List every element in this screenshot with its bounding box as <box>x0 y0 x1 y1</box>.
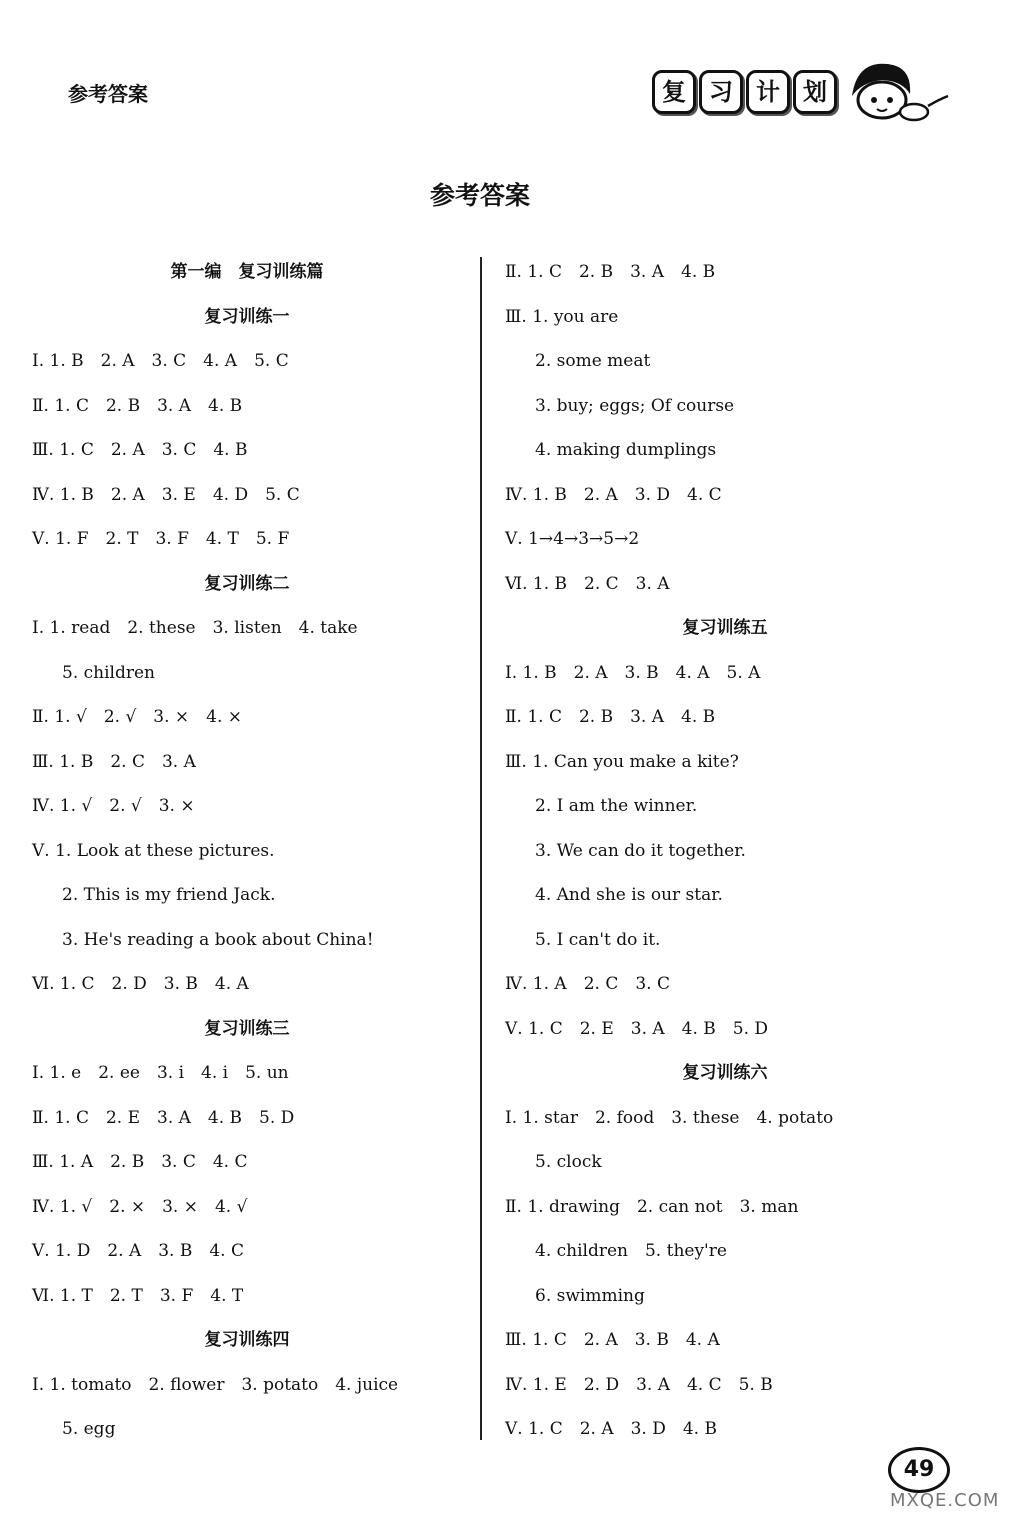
answer-line: 3. We can do it together. <box>535 840 746 861</box>
answer-line: Ⅵ. 1. T 2. T 3. F 4. T <box>32 1285 244 1306</box>
answer-line: Ⅱ. 1. drawing 2. can not 3. man <box>505 1196 799 1217</box>
answer-line: Ⅵ. 1. B 2. C 3. A <box>505 573 670 594</box>
answer-line: Ⅴ. 1. Look at these pictures. <box>32 840 275 861</box>
answer-line: 2. some meat <box>535 351 651 371</box>
answer-line: Ⅱ. 1. C 2. B 3. A 4. B <box>505 707 716 727</box>
answer-line: Ⅳ. 1. A 2. C 3. C <box>505 974 670 994</box>
answer-line: Ⅳ. 1. B 2. A 3. E 4. D 5. C <box>32 484 300 505</box>
answer-line: Ⅰ. 1. tomato 2. flower 3. potato 4. juice <box>32 1374 399 1395</box>
girl-mascot-icon <box>842 56 952 126</box>
answer-line: Ⅱ. 1. √ 2. √ 3. × 4. × <box>32 707 243 727</box>
answer-line: Ⅵ. 1. C 2. D 3. B 4. A <box>32 974 249 994</box>
answer-line: Ⅴ. 1. C 2. A 3. D 4. B <box>505 1419 717 1439</box>
answer-line: Ⅰ. 1. read 2. these 3. listen 4. take <box>32 618 358 638</box>
left-column <box>32 250 462 1452</box>
answer-line: 4. children 5. they're <box>535 1241 727 1261</box>
watermark: MXQE.COM <box>890 1490 1000 1511</box>
banner-char: 划 <box>793 70 837 114</box>
answer-line: Ⅰ. 1. star 2. food 3. these 4. potato <box>505 1107 834 1128</box>
banner-char: 计 <box>746 70 790 114</box>
answer-line: Ⅱ. 1. C 2. B 3. A 4. B <box>32 395 243 416</box>
answer-line: Ⅰ. 1. e 2. ee 3. i 4. i 5. un <box>32 1063 289 1083</box>
answer-line: Ⅲ. 1. A 2. B 3. C 4. C <box>32 1152 248 1172</box>
answer-line: 5. clock <box>535 1152 602 1172</box>
answer-line: Ⅰ. 1. B 2. A 3. B 4. A 5. A <box>505 662 761 683</box>
section-heading: 复习训练五 <box>682 618 768 638</box>
answer-line: Ⅲ. 1. C 2. A 3. C 4. B <box>32 440 248 460</box>
answer-line: Ⅴ. 1→4→3→5→2 <box>505 529 640 549</box>
answer-line: Ⅴ. 1. C 2. E 3. A 4. B 5. D <box>505 1018 769 1039</box>
header-banner <box>652 70 952 120</box>
answer-line: Ⅳ. 1. B 2. A 3. D 4. C <box>505 484 722 505</box>
answer-line: 5. egg <box>62 1419 116 1439</box>
banner-char: 习 <box>699 70 743 114</box>
answer-line: 4. making dumplings <box>535 440 717 460</box>
answer-line: 3. buy; eggs; Of course <box>535 395 735 416</box>
answer-line: 2. This is my friend Jack. <box>62 885 276 905</box>
section-heading: 复习训练二 <box>204 573 290 594</box>
section-heading: 复习训练一 <box>204 306 290 327</box>
answer-line: Ⅱ. 1. C 2. B 3. A 4. B <box>505 262 716 282</box>
answer-line: Ⅲ. 1. B 2. C 3. A <box>32 751 196 772</box>
column-divider <box>480 257 482 1440</box>
page-title: 参考答案 <box>429 181 530 210</box>
answer-line: Ⅱ. 1. C 2. E 3. A 4. B 5. D <box>32 1107 295 1128</box>
answer-line: 4. And she is our star. <box>535 885 723 905</box>
page-number: 49 <box>888 1447 950 1493</box>
answer-line: 2. I am the winner. <box>535 796 698 816</box>
answer-line: Ⅳ. 1. √ 2. √ 3. × <box>32 796 195 816</box>
answer-line: Ⅳ. 1. E 2. D 3. A 4. C 5. B <box>505 1374 773 1395</box>
answer-line: Ⅲ. 1. Can you make a kite? <box>505 751 739 772</box>
answer-line: Ⅴ. 1. D 2. A 3. B 4. C <box>32 1241 244 1261</box>
right-column <box>505 250 945 1452</box>
answer-line: Ⅲ. 1. you are <box>505 306 619 327</box>
answer-line: Ⅴ. 1. F 2. T 3. F 4. T 5. F <box>32 529 290 549</box>
answer-line: 6. swimming <box>535 1285 645 1306</box>
section-heading: 复习训练四 <box>204 1330 290 1350</box>
header-label: 参考答案 <box>68 82 148 106</box>
answer-line: 5. I can't do it. <box>535 929 661 950</box>
banner-char: 复 <box>652 70 696 114</box>
section-heading: 复习训练三 <box>204 1018 290 1039</box>
section-heading: 复习训练六 <box>682 1063 768 1083</box>
answer-line: Ⅲ. 1. C 2. A 3. B 4. A <box>505 1330 720 1350</box>
answer-line: 5. children <box>62 662 155 683</box>
answer-line: Ⅳ. 1. √ 2. × 3. × 4. √ <box>32 1196 248 1217</box>
answer-line: 3. He's reading a book about China! <box>62 929 374 950</box>
section-heading: 第一编 复习训练篇 <box>170 262 324 282</box>
answer-line: Ⅰ. 1. B 2. A 3. C 4. A 5. C <box>32 351 289 371</box>
